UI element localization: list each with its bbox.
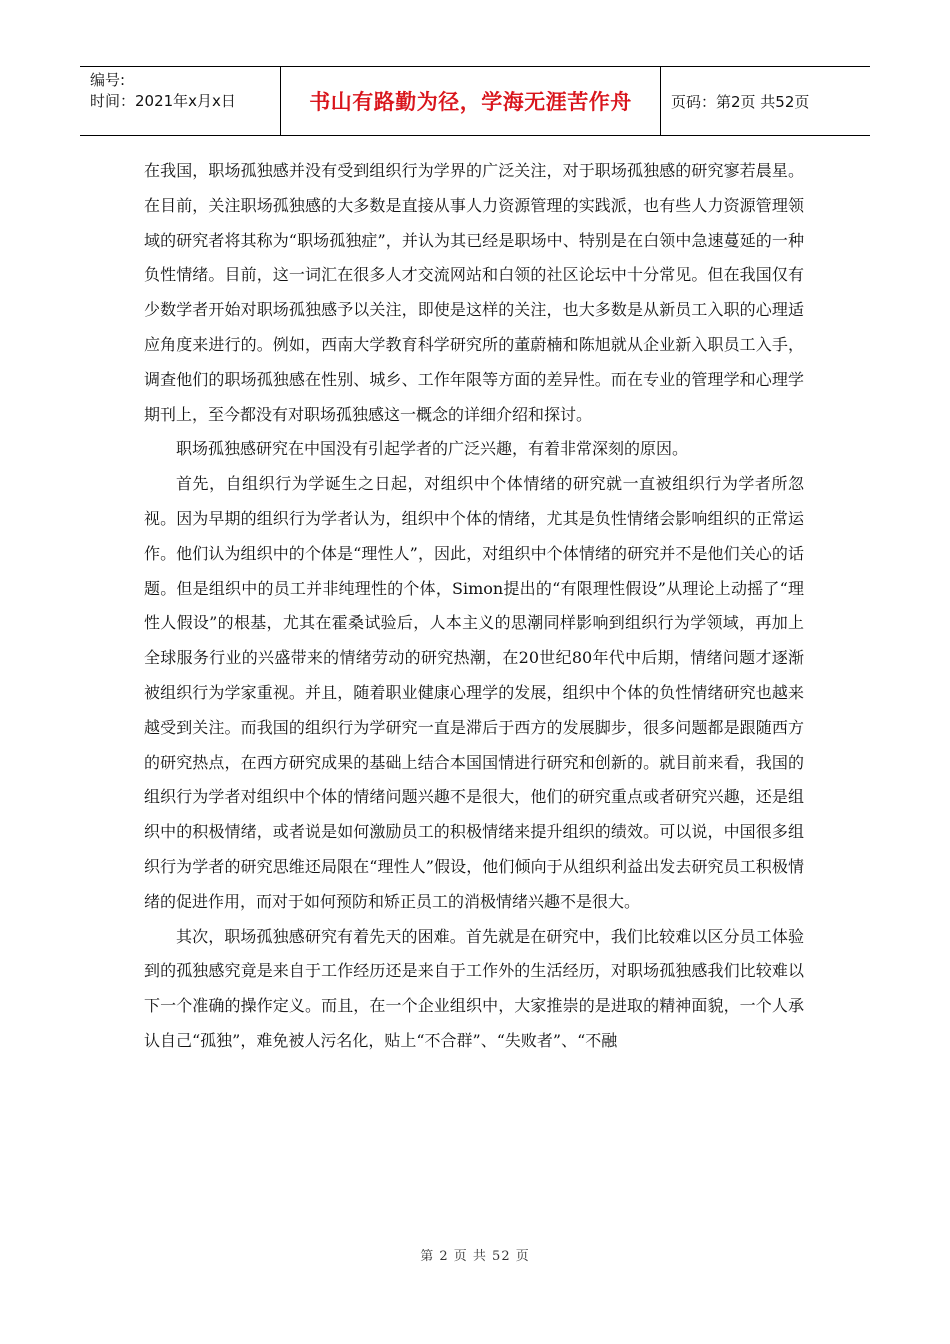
- document-number-label: 编号:: [90, 71, 126, 89]
- page-footer: 第 2 页 共 52 页: [420, 1249, 530, 1264]
- header-meta-cell: [80, 67, 281, 135]
- document-body: [144, 154, 804, 1059]
- document-time-label: 时间：2021年x月x日: [90, 92, 236, 110]
- header-page-label: 页码：第2页 共52页: [671, 92, 810, 111]
- paragraph: 职场孤独感研究在中国没有引起学者的广泛兴趣，有着非常深刻的原因。: [176, 439, 689, 459]
- paragraph: 在我国，职场孤独感并没有受到组织行为学界的广泛关注，对于职场孤独感的研究寥若晨星。在目前，关注职场孤独感的大多数是直接从事人力资源管理的实践派，也有些人力资源管理领域的研究者将其称为“职场孤独症”，并认为其已经是职场中、特别是在白领中急速蔓延的一种负性情绪。目前，这一词汇在很多人才交流网站和白领的社区论坛中十分常见。但在我国仅有少数学者开始对职场孤独感予以关注，即使是这样的关注，也大多数是从新员工入职的心理适应角度来进行的。例如，西南大学教育科学研究所的董蔚楠和陈旭就从企业新入职员工入手，调查他们的职场孤独感在性别、城乡、工作年限等方面的差异性。而在专业的管理学和心理学期刊上，至今都没有对职场孤独感这一概念的详细介绍和探讨。: [144, 161, 804, 424]
- header-motto: 书山有路勤为径，学海无涯苦作舟: [281, 67, 661, 135]
- header-table: [80, 66, 870, 136]
- paragraph: 首先，自组织行为学诞生之日起，对组织中个体情绪的研究就一直被组织行为学者所忽视。因为早期的组织行为学者认为，组织中个体的情绪，尤其是负性情绪会影响组织的正常运作。他们认为组织中的个体是“理性人”，因此，对组织中个体情绪的研究并不是他们关心的话题。但是组织中的员工并非纯理性的个体，Simon提出的“有限理性假设”从理论上动摇了“理性人假设”的根基，尤其在霍桑试验后，人本主义的思潮同样影响到组织行为学领域，再加上全球服务行业的兴盛带来的情绪劳动的研究热潮，在20世纪80年代中后期，情绪问题才逐渐被组织行为学家重视。并且，随着职业健康心理学的发展，组织中个体的负性情绪研究也越来越受到关注。而我国的组织行为学研究一直是滞后于西方的发展脚步，很多问题都是跟随西方的研究热点，在西方研究成果的基础上结合本国国情进行研究和创新的。就目前来看，我国的组织行为学者对组织中个体的情绪问题兴趣不是很大，他们的研究重点或者研究兴趣，还是组织中的积极情绪，或者说是如何激励员工的积极情绪来提升组织的绩效。可以说，中国很多组织行为学者的研究思维还局限在“理性人”假设，他们倾向于从组织利益出发去研究员工积极情绪的促进作用，而对于如何预防和矫正员工的消极情绪兴趣不是很大。: [144, 474, 804, 911]
- paragraph: 其次，职场孤独感研究有着先天的困难。首先就是在研究中，我们比较难以区分员工体验到的孤独感究竟是来自于工作经历还是来自于工作外的生活经历，对职场孤独感我们比较难以下一个准确的操作定义。而且，在一个企业组织中，大家推崇的是进取的精神面貌，一个人承认自己“孤独”，难免被人污名化，贴上“不合群”、“失败者”、“不融: [144, 926, 804, 1050]
